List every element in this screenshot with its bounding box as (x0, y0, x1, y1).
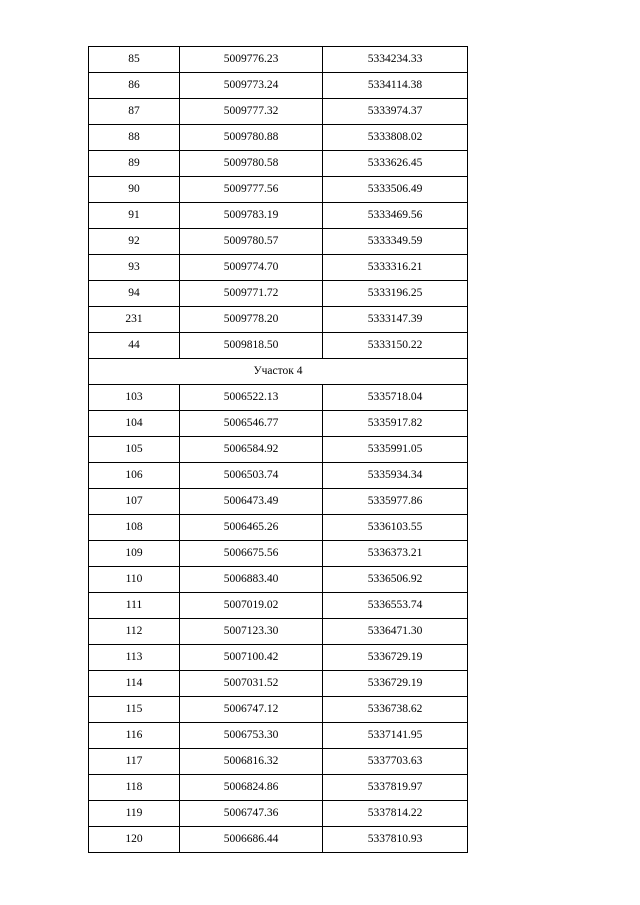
section-header-cell: Участок 4 (89, 359, 468, 385)
y-coordinate-cell: 5335718.04 (323, 385, 468, 411)
point-number-cell: 104 (89, 411, 180, 437)
table-row (89, 203, 468, 229)
point-number-cell: 111 (89, 593, 180, 619)
y-coordinate-cell: 5333974.37 (323, 99, 468, 125)
x-coordinate-cell: 5006883.40 (180, 567, 323, 593)
x-coordinate-cell: 5006816.32 (180, 749, 323, 775)
table-row (89, 463, 468, 489)
point-number-cell: 115 (89, 697, 180, 723)
table-row (89, 645, 468, 671)
y-coordinate-cell: 5336729.19 (323, 671, 468, 697)
x-coordinate-cell: 5009783.19 (180, 203, 323, 229)
table-row (89, 333, 468, 359)
table-row (89, 697, 468, 723)
x-coordinate-cell: 5009771.72 (180, 281, 323, 307)
x-coordinate-cell: 5006747.12 (180, 697, 323, 723)
x-coordinate-cell: 5007100.42 (180, 645, 323, 671)
y-coordinate-cell: 5334114.38 (323, 73, 468, 99)
point-number-cell: 118 (89, 775, 180, 801)
y-coordinate-cell: 5336553.74 (323, 593, 468, 619)
point-number-cell: 91 (89, 203, 180, 229)
table-row (89, 801, 468, 827)
table-row (89, 437, 468, 463)
point-number-cell: 94 (89, 281, 180, 307)
x-coordinate-cell: 5009773.24 (180, 73, 323, 99)
y-coordinate-cell: 5336103.55 (323, 515, 468, 541)
x-coordinate-cell: 5006584.92 (180, 437, 323, 463)
y-coordinate-cell: 5337810.93 (323, 827, 468, 853)
x-coordinate-cell: 5009777.32 (180, 99, 323, 125)
point-number-cell: 231 (89, 307, 180, 333)
y-coordinate-cell: 5336373.21 (323, 541, 468, 567)
point-number-cell: 106 (89, 463, 180, 489)
y-coordinate-cell: 5336471.30 (323, 619, 468, 645)
table-row (89, 47, 468, 73)
x-coordinate-cell: 5007031.52 (180, 671, 323, 697)
point-number-cell: 109 (89, 541, 180, 567)
table-row (89, 385, 468, 411)
x-coordinate-cell: 5009776.23 (180, 47, 323, 73)
table-row (89, 489, 468, 515)
x-coordinate-cell: 5007123.30 (180, 619, 323, 645)
coordinates-table (88, 46, 468, 853)
x-coordinate-cell: 5006753.30 (180, 723, 323, 749)
point-number-cell: 88 (89, 125, 180, 151)
y-coordinate-cell: 5333626.45 (323, 151, 468, 177)
point-number-cell: 108 (89, 515, 180, 541)
x-coordinate-cell: 5006675.56 (180, 541, 323, 567)
point-number-cell: 112 (89, 619, 180, 645)
point-number-cell: 107 (89, 489, 180, 515)
table-row (89, 723, 468, 749)
table-row (89, 255, 468, 281)
table-row (89, 515, 468, 541)
y-coordinate-cell: 5336506.92 (323, 567, 468, 593)
x-coordinate-cell: 5006473.49 (180, 489, 323, 515)
x-coordinate-cell: 5006824.86 (180, 775, 323, 801)
y-coordinate-cell: 5334234.33 (323, 47, 468, 73)
table-row (89, 151, 468, 177)
point-number-cell: 116 (89, 723, 180, 749)
table-row (89, 593, 468, 619)
point-number-cell: 87 (89, 99, 180, 125)
x-coordinate-cell: 5009780.57 (180, 229, 323, 255)
x-coordinate-cell: 5009777.56 (180, 177, 323, 203)
y-coordinate-cell: 5337703.63 (323, 749, 468, 775)
x-coordinate-cell: 5009778.20 (180, 307, 323, 333)
y-coordinate-cell: 5333147.39 (323, 307, 468, 333)
x-coordinate-cell: 5006686.44 (180, 827, 323, 853)
table-row (89, 619, 468, 645)
y-coordinate-cell: 5333506.49 (323, 177, 468, 203)
point-number-cell: 103 (89, 385, 180, 411)
table-row (89, 73, 468, 99)
table-row (89, 411, 468, 437)
y-coordinate-cell: 5335917.82 (323, 411, 468, 437)
point-number-cell: 113 (89, 645, 180, 671)
coordinates-table-body (89, 47, 468, 853)
point-number-cell: 105 (89, 437, 180, 463)
x-coordinate-cell: 5006546.77 (180, 411, 323, 437)
x-coordinate-cell: 5009780.58 (180, 151, 323, 177)
table-row (89, 177, 468, 203)
x-coordinate-cell: 5006503.74 (180, 463, 323, 489)
table-row (89, 99, 468, 125)
y-coordinate-cell: 5333150.22 (323, 333, 468, 359)
y-coordinate-cell: 5337141.95 (323, 723, 468, 749)
table-row (89, 775, 468, 801)
point-number-cell: 120 (89, 827, 180, 853)
point-number-cell: 114 (89, 671, 180, 697)
table-row (89, 229, 468, 255)
point-number-cell: 119 (89, 801, 180, 827)
y-coordinate-cell: 5333349.59 (323, 229, 468, 255)
table-row (89, 827, 468, 853)
point-number-cell: 86 (89, 73, 180, 99)
y-coordinate-cell: 5335991.05 (323, 437, 468, 463)
x-coordinate-cell: 5006465.26 (180, 515, 323, 541)
point-number-cell: 44 (89, 333, 180, 359)
x-coordinate-cell: 5006522.13 (180, 385, 323, 411)
x-coordinate-cell: 5007019.02 (180, 593, 323, 619)
x-coordinate-cell: 5009780.88 (180, 125, 323, 151)
point-number-cell: 92 (89, 229, 180, 255)
table-row (89, 541, 468, 567)
point-number-cell: 90 (89, 177, 180, 203)
table-row (89, 671, 468, 697)
y-coordinate-cell: 5333469.56 (323, 203, 468, 229)
point-number-cell: 89 (89, 151, 180, 177)
x-coordinate-cell: 5009774.70 (180, 255, 323, 281)
y-coordinate-cell: 5337814.22 (323, 801, 468, 827)
point-number-cell: 117 (89, 749, 180, 775)
y-coordinate-cell: 5333808.02 (323, 125, 468, 151)
y-coordinate-cell: 5336729.19 (323, 645, 468, 671)
point-number-cell: 85 (89, 47, 180, 73)
y-coordinate-cell: 5333196.25 (323, 281, 468, 307)
x-coordinate-cell: 5009818.50 (180, 333, 323, 359)
table-row (89, 281, 468, 307)
table-row (89, 567, 468, 593)
y-coordinate-cell: 5337819.97 (323, 775, 468, 801)
section-header-row (89, 359, 468, 385)
y-coordinate-cell: 5335977.86 (323, 489, 468, 515)
table-row (89, 749, 468, 775)
point-number-cell: 93 (89, 255, 180, 281)
table-row (89, 307, 468, 333)
y-coordinate-cell: 5335934.34 (323, 463, 468, 489)
y-coordinate-cell: 5336738.62 (323, 697, 468, 723)
y-coordinate-cell: 5333316.21 (323, 255, 468, 281)
table-row (89, 125, 468, 151)
x-coordinate-cell: 5006747.36 (180, 801, 323, 827)
point-number-cell: 110 (89, 567, 180, 593)
